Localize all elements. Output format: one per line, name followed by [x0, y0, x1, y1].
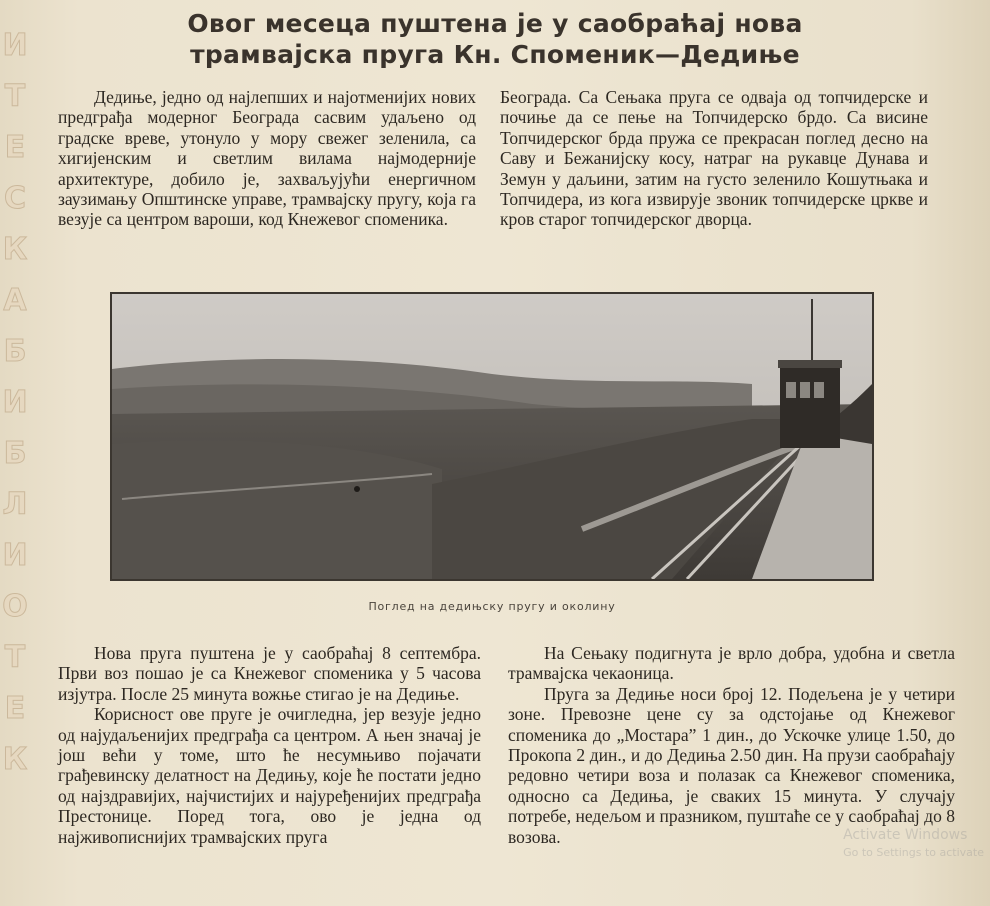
margin-letter: Б — [3, 334, 27, 369]
photo-caption: Поглед на дедињску пругу и околину — [368, 600, 616, 613]
margin-letter: К — [2, 742, 28, 777]
watermark-subtitle: Go to Settings to activate — [843, 846, 984, 859]
headline-line-1: Овог месеца пуштена је у саобраћај нова — [187, 9, 803, 38]
margin-letter: С — [3, 181, 27, 216]
margin-letter: И — [2, 28, 28, 63]
paragraph: На Сењаку подигнута је врло добра, удобна и светла трамвајска чекаоница. — [508, 643, 955, 684]
margin-letter: О — [2, 589, 28, 624]
column-bottom-right — [508, 643, 955, 847]
margin-letter: И — [2, 385, 28, 420]
article-headline — [60, 8, 930, 70]
margin-letter: Е — [4, 130, 26, 165]
paragraph: Корисност ове пруге је очигледна, јер везује једно од најудаљенијих предграђа са центром. А њен значај је још већи у томе, што ће несумњиво појачати грађевинску делатност на Дедињу, које ће постати једно од најздравијих, најчистијих и најуређенијих предграђа Престонице. Поред тога, ово је једна од најживописнијих трамвајских пруга — [58, 704, 481, 847]
margin-letter: Е — [4, 691, 26, 726]
tram-line-photo — [110, 292, 874, 581]
photo-illustration — [112, 294, 872, 579]
margin-letter: К — [2, 232, 28, 267]
watermark-title: Activate Windows — [843, 827, 968, 843]
headline-line-2: трамвајска пруга Кн. Споменик—Дедиње — [190, 40, 800, 69]
column-top-left — [58, 87, 476, 230]
paragraph: Пруга за Дедиње носи број 12. Подељена је у четири зоне. Превозне цене су за одстојање од Кнежевог споменика до „Мостара” 1 дин., до Ускочке улице 1.50, до Прокопа 2 дин., и до Дедиња 2.50 дин. На прузи саобраћају редовно четири воза и полазак са Кнежевог споменика, односно са Дедиња, је сваких 15 минута. У случају потребе, недељом и празником, пуштаће се у саобраћај до 8 возова. — [508, 683, 955, 847]
margin-letter: А — [3, 283, 27, 318]
margin-letter: Т — [4, 640, 26, 675]
column-top-right — [500, 87, 928, 230]
os-activation-watermark — [843, 826, 984, 862]
paragraph: Нова пруга пуштена је у саобраћај 8 септембра. Први воз пошао је са Кнежевог споменика у 5 часова изјутра. После 25 минута вожње стигао је на Дедиње. — [58, 643, 481, 704]
margin-letter: Б — [3, 436, 27, 471]
column-bottom-left — [58, 643, 481, 847]
margin-letter: Л — [2, 487, 28, 522]
margin-letter: И — [2, 538, 28, 573]
paragraph: Дедиње, једно од најлепших и најотменијих нових предграђа модерног Београда сасвим удаљено од градске вреве, утонуло у мору свежег зеленила, са хигијенским и светлим вилама најмодерније архитектуре, добило је, захваљујући енергичном заузимању Општинске управе, трамвајску пругу, која га везује са центром вароши, код Кнежевог споменика. — [58, 87, 476, 230]
margin-letter: Т — [4, 79, 26, 114]
margin-stamp-letters — [0, 0, 30, 906]
paragraph: Београда. Са Сењака пруга се одваја од топчидерске и почиње да се пење на Топчидерско брдо. Са висине Топчидерског брда пружа се прекрасан поглед десно на Саву и Бежанијску косу, натраг на рукавце Дунава и Земун у даљини, затим на густо зеленило Кошутњака и Топчидера, из кога извирује звоник топчидерске цркве и кров старог топчидерског дворца. — [500, 87, 928, 230]
